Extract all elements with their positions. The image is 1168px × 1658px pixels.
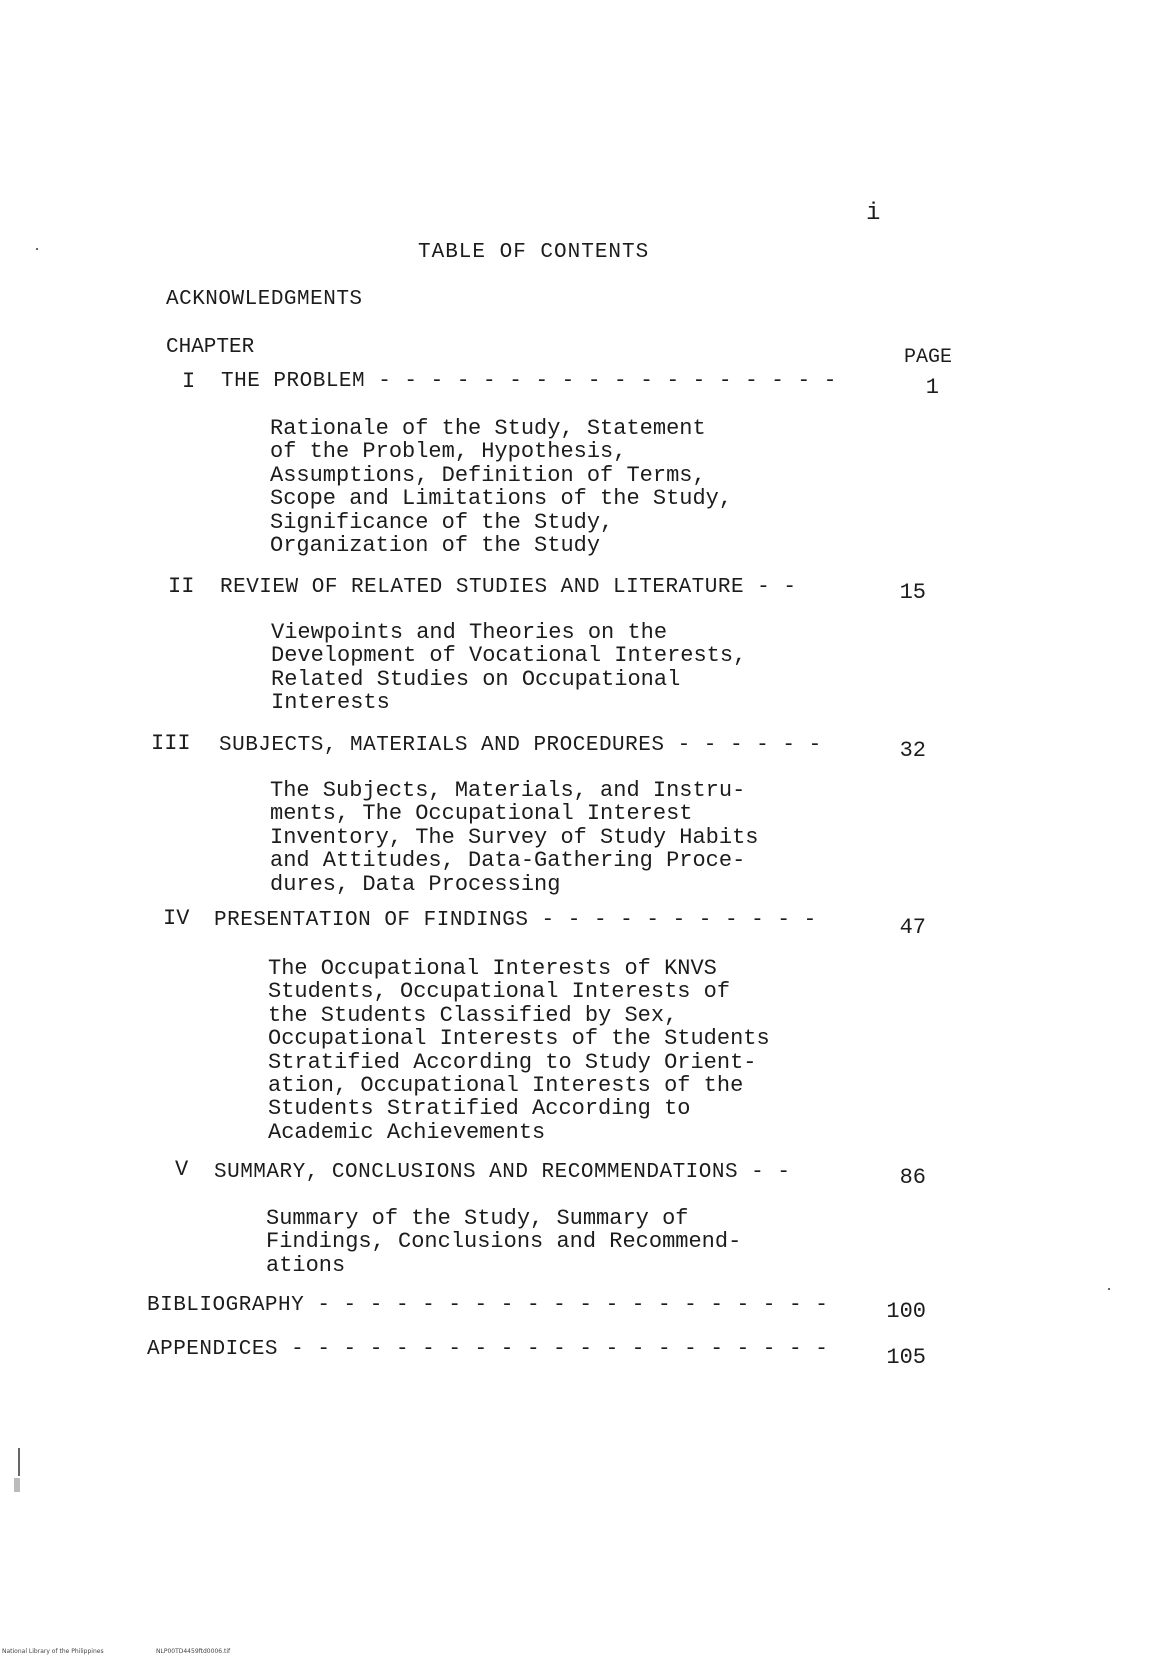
chapter-page-number: 32 bbox=[899, 738, 926, 763]
chapter-numeral: III bbox=[151, 731, 191, 756]
chapter-description: Summary of the Study, Summary of Findings, Conclusions and Recommend- ations bbox=[266, 1206, 742, 1278]
chapter-title: SUMMARY, CONCLUSIONS AND RECOMMENDATIONS - - bbox=[214, 1161, 791, 1184]
chapter-title: REVIEW OF RELATED STUDIES AND LITERATURE - - bbox=[220, 576, 797, 599]
footer-library-label: National Library of the Philippines bbox=[2, 1648, 104, 1655]
page-number: i bbox=[866, 200, 881, 227]
chapter-page-number: 15 bbox=[899, 580, 926, 605]
chapter-description: Viewpoints and Theories on the Development of Vocational Interests, Related Studies on Occupational Interests bbox=[271, 620, 747, 716]
chapter-description: Rationale of the Study, Statement of the Problem, Hypothesis, Assumptions, Definition of Terms, Scope and Limitations of the Study, Significance of the Study, Organization of the Study bbox=[270, 416, 733, 559]
chapter-title: PRESENTATION OF FINDINGS - - - - - - - - - - - bbox=[214, 909, 817, 932]
scan-speck bbox=[1108, 1288, 1110, 1290]
chapter-title: THE PROBLEM - - - - - - - - - - - - - - - - - - bbox=[221, 370, 837, 393]
chapter-numeral: V bbox=[175, 1157, 189, 1182]
footer-file-label: NLP00TD4459ftd0006.tif bbox=[156, 1648, 231, 1655]
chapter-title: SUBJECTS, MATERIALS AND PROCEDURES - - - - - - bbox=[219, 734, 822, 757]
chapter-page-number: 47 bbox=[899, 915, 926, 940]
chapter-description: The Occupational Interests of KNVS Students, Occupational Interests of the Students Classified by Sex, Occupational Interests of the Students Stratified According to Study Orient- ation, Occupational Interests of the Students Stratified According to Academic Achievements bbox=[268, 956, 770, 1145]
chapter-column-header: CHAPTER bbox=[166, 336, 255, 359]
acknowledgments-heading: ACKNOWLEDGMENTS bbox=[166, 288, 363, 311]
scan-speck bbox=[36, 248, 38, 250]
page-title: TABLE OF CONTENTS bbox=[418, 241, 650, 264]
scan-edge-mark bbox=[14, 1478, 20, 1492]
chapter-page-number: 1 bbox=[925, 375, 939, 400]
appendices-title: APPENDICES - - - - - - - - - - - - - - - - - - - - - bbox=[147, 1338, 829, 1361]
chapter-description: The Subjects, Materials, and Instru- ments, The Occupational Interest Inventory, The Survey of Study Habits and Attitudes, Data-Gathering Proce- dures, Data Processing bbox=[270, 778, 759, 897]
chapter-numeral: IV bbox=[163, 906, 190, 931]
page-column-header: PAGE bbox=[904, 346, 953, 369]
appendices-page-number: 105 bbox=[886, 1345, 926, 1370]
bibliography-page-number: 100 bbox=[886, 1299, 926, 1324]
chapter-numeral: II bbox=[168, 574, 195, 599]
chapter-page-number: 86 bbox=[899, 1165, 926, 1190]
scan-edge-mark bbox=[18, 1448, 20, 1476]
bibliography-title: BIBLIOGRAPHY - - - - - - - - - - - - - - - - - - - - bbox=[147, 1294, 829, 1317]
chapter-numeral: I bbox=[182, 369, 196, 394]
